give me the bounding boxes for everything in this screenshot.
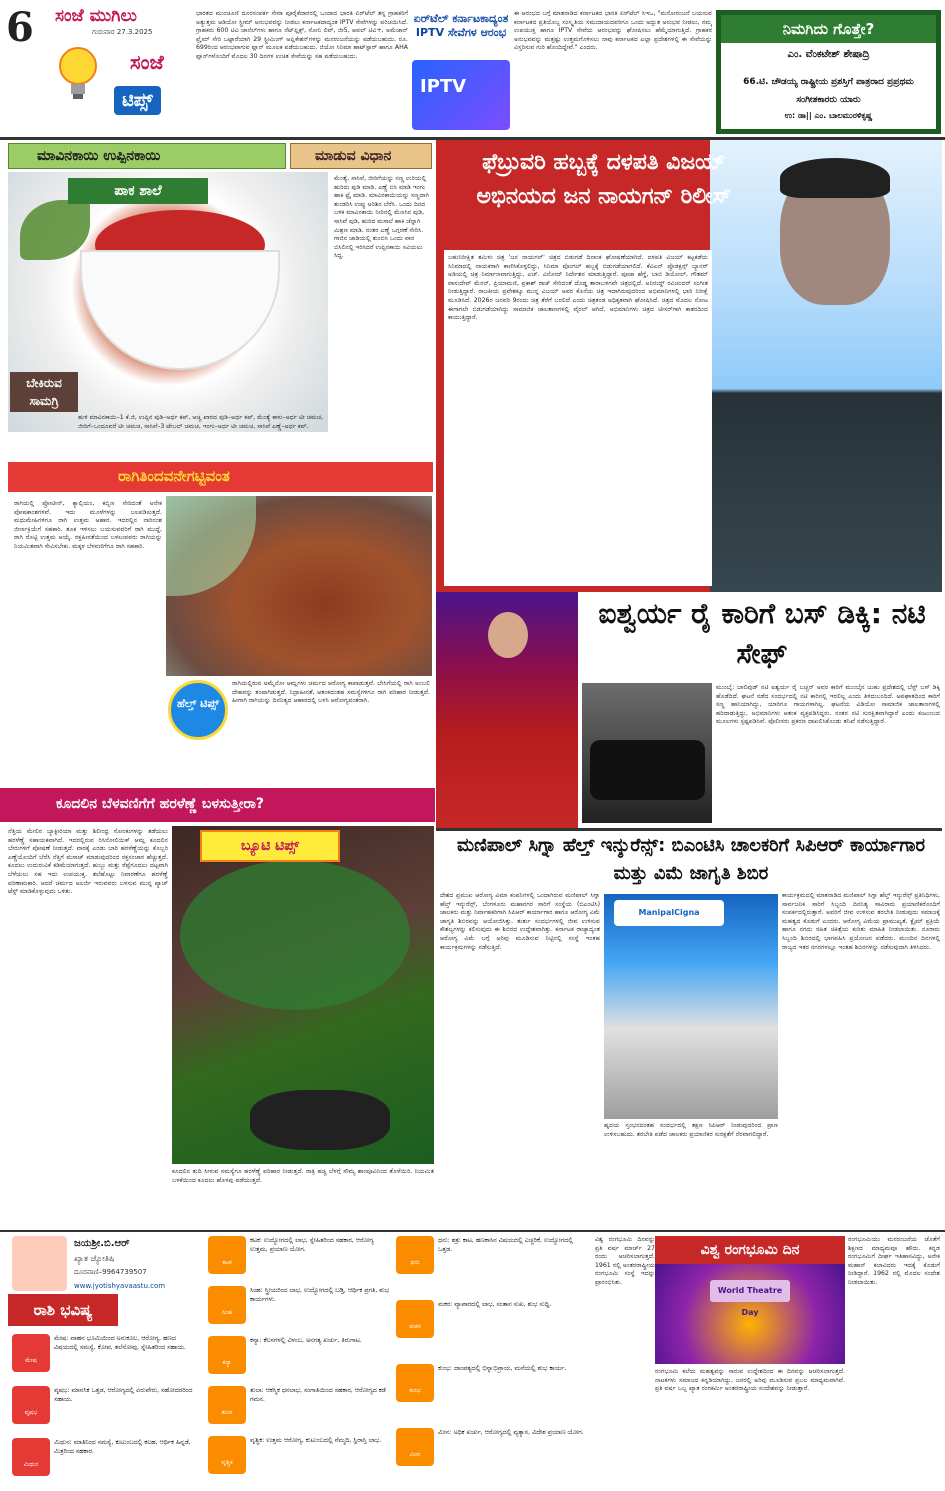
recipe-title-text: ಮಾವಿನಕಾಯಿ ಉಪ್ಪಿನಕಾಯಿ [37, 148, 161, 164]
kitchen-label: ಪಾಕ ಶಾಲೆ [68, 178, 208, 204]
aries-icon: ಮೇಷ [12, 1334, 50, 1372]
pisces-icon: ಮೀನ [396, 1428, 434, 1466]
astrologer-name: ಜಯಶ್ರೀ.ಬಿ.ಆರ್ [74, 1238, 130, 1249]
castor-leaf-shape [180, 860, 410, 1010]
astrologer-avatar [12, 1236, 67, 1291]
libra-icon: ತುಲಾ [208, 1386, 246, 1424]
page-number: 6 [6, 4, 34, 51]
iptv-image-text: IPTV [420, 76, 467, 97]
cancer-icon: ಕಟಕ [208, 1236, 246, 1274]
astrologer-title: ಖ್ಯಾತ ಜ್ಯೋತಿಷಿ [74, 1254, 115, 1263]
taurus-icon: ವೃಷಭ [12, 1386, 50, 1424]
horoscope-title: ರಾಶಿ ಭವಿಷ್ಯ [8, 1294, 118, 1326]
theatre-title: ವಿಶ್ವ ರಂಗಭೂಮಿ ದಿನ [655, 1236, 845, 1264]
astrologer-website: www.jyotishyavaastu.com [74, 1282, 166, 1290]
horoscope-aquarius: ಕುಂಭ: ದಾಂಪತ್ಯದಲ್ಲಿ ಭಿನ್ನಾಭಿಪ್ರಾಯ, ಮನೆಯಲ್ಲಿ ಶುಭ ಕಾರ್ಯ. [438, 1365, 567, 1372]
theatre-article-text: ವಿಶ್ವ ರಂಗಭೂಮಿ ದಿನವನ್ನು ಪ್ರತಿ ವರ್ಷ ಮಾರ್ಚ್ 27 ರಂದು ಆಚರಿಸಲಾಗುತ್ತದೆ. 1961 ರಲ್ಲಿ ಅಂತರರಾಷ್ಟ್ರೀಯ ರಂಗಭೂಮಿ ಸಂಸ್ಥೆ ಇದನ್ನು ಪ್ರಾರಂಭಿಸಿತು. [595, 1236, 655, 1286]
did-you-know-answer: ಉ: ಡಾ|| ಎಂ. ಬಾಲಮುರಳಿಕೃಷ್ಣ [784, 111, 873, 120]
horoscope-cancer: ಕಟಕ: ಉದ್ಯೋಗದಲ್ಲಿ ಲಾಭ, ಸ್ನೇಹಿತರಿಂದ ಸಹಕಾರ, ಆರೋಗ್ಯ ಉತ್ತಮ, ಪ್ರಯಾಣ ಯೋಗ. [250, 1237, 374, 1253]
vijay-headline: ಫೆಬ್ರುವರಿ ಹಬ್ಬಕ್ಕೆ ದಳಪತಿ ವಿಜಯ್ ಅಭಿನಯದ ಜನ ನಾಯಗನ್ ರಿಲೀಸ್ [476, 150, 732, 209]
divider [0, 1230, 945, 1232]
section-logo-line2: ಟಿಪ್ಸ್ [114, 86, 161, 115]
horoscope-sagittarius: ಧನು: ಶತ್ರು ಕಾಟ, ಹಣಕಾಸಿನ ವಿಷಯದಲ್ಲಿ ಎಚ್ಚರಿಕೆ, ಉದ್ಯೋಗದಲ್ಲಿ ಒತ್ತಡ. [438, 1237, 574, 1253]
manipal-banner: ManipalCigna [614, 900, 724, 926]
iptv-headline: ಏರ್‌ಟೆಲ್ ಕರ್ನಾಟಕಾದ್ಯಂತ IPTV ಸೇವೆಗಳ ಆರಂಭ [413, 12, 509, 39]
gemini-icon: ಮಿಥುನ [12, 1438, 50, 1476]
scorpio-icon: ವೃಶ್ಚಿಕ [208, 1436, 246, 1474]
vijay-article-text: ಬಹುನಿರೀಕ್ಷಿತ ತಮಿಳು ಚಿತ್ರ 'ಜನ ನಾಯಗನ್' ಚಿತ್ರದ ಬಿಡುಗಡೆ ದಿನಾಂಕ ಘೋಷಣೆಯಾಗಿದೆ. ದಳಪತಿ ವಿಜಯ್ ಕಟ್ಟಕಡೆಯ ಸಿನಿಮಾದಲ್ಲಿ ನಾಯಕರಾಗಿ ಕಾಣಿಸಿಕೊಳ್ಳಲಿದ್ದು, ಸಿನಿಮಾ ಪೊಂಗಲ್ ಹಬ್ಬಕ್ಕೆ ಬಿಡುಗಡೆಯಾಗಲಿದೆ. ಕೆವಿಎನ್ ಪ್ರೊಡಕ್ಷನ್ಸ್ ಬ್ಯಾನರ್ ಅಡಿಯಲ್ಲಿ ಚಿತ್ರ ನಿರ್ಮಾಣವಾಗುತ್ತಿದ್ದು, ಎಚ್. ವಿನೋದ್ ನಿರ್ದೇಶನ ಮಾಡುತ್ತಿದ್ದಾರೆ. ಪೂಜಾ ಹೆಗ್ಡೆ, ಬಾಬಿ ಡಿಯೋಲ್, ಗೌತಮ್ ವಾಸುದೇವ್ ಮೆನನ್, ಪ್ರಿಯಾಮಣಿ, ಪ್ರಕಾಶ್ ರಾಜ್ ಸೇರಿದಂತೆ ದೊಡ್ಡ ತಾರಾಬಳಗವೇ ಚಿತ್ರದಲ್ಲಿದೆ. ಅನಿರುದ್ಧ್ ರವಿಚಂದರ್ ಸಂಗೀತ ನೀಡುತ್ತಿದ್ದಾರೆ. ರಾಜಕೀಯ ಪ್ರವೇಶಕ್ಕೂ ಮುನ್ನ ವಿಜಯ್ ಅವರ ಕೊನೆಯ ಚಿತ್ರ ಇದಾಗಿರುವುದರಿಂದ ಅಭಿಮಾನಿಗಳಲ್ಲಿ ಭಾರಿ ನಿರೀಕ್ಷೆ ಮೂಡಿಸಿದೆ. 2026ರ ಜನವರಿ 9ರಂದು ಚಿತ್ರ ತೆರೆಗೆ ಬರಲಿದೆ ಎಂದು ಚಿತ್ರತಂಡ ಅಧಿಕೃತವಾಗಿ ಘೋಷಿಸಿದೆ. ಚಿತ್ರದ ಮೊದಲ ನೋಟ ಈಗಾಗಲೇ ಬಿಡುಗಡೆಯಾಗಿದ್ದು ಸಾಮಾಜಿಕ ಜಾಲತಾಣಗಳಲ್ಲಿ ವೈರಲ್ ಆಗಿದೆ. ಅಭಿಮಾನಿಗಳು ಚಿತ್ರದ ಟೀಸರ್‌ಗಾಗಿ ಕಾತರದಿಂದ ಕಾಯುತ್ತಿದ್ದಾರೆ. [444, 250, 712, 586]
castor-article-text: ನೆತ್ತಿಯ ಮೇಲಿನ ಬ್ಯಾಕ್ಟೀರಿಯಾ ಮತ್ತು ಶಿಲೀಂಧ್ರ ಸೋಂಕುಗಳನ್ನು ತಡೆಯಲು ಹರಳೆಣ್ಣೆ ಸಹಾಯಕವಾಗಿದೆ. ಇದರಲ್ಲಿರುವ ರಿಸಿನೋಲಿಯಿಕ್ ಆಮ್ಲ ಕೂದಲಿನ ಬೇರುಗಳಿಗೆ ಪೋಷಣೆ ನೀಡುತ್ತದೆ. ವಾರಕ್ಕೆ ಎರಡು ಬಾರಿ ಹರಳೆಣ್ಣೆಯನ್ನು ಕೊಬ್ಬರಿ ಎಣ್ಣೆಯೊಂದಿಗೆ ಬೆರೆಸಿ ನೆತ್ತಿಗೆ ಮಸಾಜ್ ಮಾಡುವುದರಿಂದ ರಕ್ತಸಂಚಾರ ಹೆಚ್ಚುತ್ತದೆ. ಕೂದಲು ಉದುರುವಿಕೆ ಕಡಿಮೆಯಾಗುತ್ತದೆ. ಹುಬ್ಬು ಮತ್ತು ರೆಪ್ಪೆಗೂದಲು ದಟ್ಟವಾಗಿ ಬೆಳೆಯಲು ಸಹ ಇದು ಉಪಯುಕ್ತ. ತಲೆಹೊಟ್ಟು ನಿವಾರಣೆಗೂ ಹರಳೆಣ್ಣೆ ಪರಿಣಾಮಕಾರಿ. ಆದರೆ ಚರ್ಮದ ಅಲರ್ಜಿ ಇರುವವರು ಬಳಸುವ ಮುನ್ನ ಪ್ಯಾಚ್ ಟೆಸ್ಟ್ ಮಾಡಿಕೊಳ್ಳುವುದು ಒಳಿತು. [8, 828, 168, 896]
did-you-know-title: ನಿಮಗಿದು ಗೊತ್ತೇ? [721, 15, 936, 43]
method-title [290, 143, 432, 169]
paper-name: ಸಂಜೆ ಮುಗಿಲು [55, 6, 137, 26]
ingredients-label: ಬೇಕಿರುವ ಸಾಮಗ್ರಿ [10, 372, 78, 412]
did-you-know-question: 66.ಟಿ. ಚೌಡಯ್ಯ ರಾಷ್ಟ್ರೀಯ ಪ್ರಶಸ್ತಿಗೆ ಪಾತ್ರರಾದ ಪ್ರಪ್ರಥಮ ಸಂಗೀತಕಾರರು ಯಾರು [743, 77, 914, 105]
horoscope-aries: ಮೇಷ: ವಾಹನ ಭೂಮಿಯಿಂದ ಅನುಕೂಲ, ಆರೋಗ್ಯ, ಹಣದ ವಿಷಯದಲ್ಲಿ ಸಮಸ್ಯೆ, ಕೋಪ, ತಲೆನೋವು, ಸ್ನೇಹಿತರಿಂದ ಸಹಾಯ. [54, 1335, 186, 1351]
manipal-article-text-2: ಹೃದಯ ಸ್ತಂಭನದಂತಹ ಸಂದರ್ಭದಲ್ಲಿ ತಕ್ಷಣ ಸಿಪಿಆರ್ ನೀಡುವುದರಿಂದ ಪ್ರಾಣ ಉಳಿಸಬಹುದು. ತರಬೇತಿ ಪಡೆದ ಚಾಲಕರು ಪ್ರಯಾಣಿಕರ ಸುರಕ್ಷತೆಗೆ ನೆರವಾಗಲಿದ್ದಾರೆ. [604, 1122, 778, 1138]
recipe-title [8, 143, 286, 169]
manipal-article-text: ದೇಶದ ಪ್ರಮುಖ ಆರೋಗ್ಯ ವಿಮಾ ಕಂಪನಿಗಳಲ್ಲಿ ಒಂದಾಗಿರುವ ಮಣಿಪಾಲ್ ಸಿಗ್ನಾ ಹೆಲ್ತ್ ಇನ್ಶುರೆನ್ಸ್, ಬೆಂಗಳೂರು ಮಹಾನಗರ ಸಾರಿಗೆ ಸಂಸ್ಥೆಯ (ಬಿಎಂಟಿಸಿ) ಚಾಲಕರು ಮತ್ತು ನಿರ್ವಾಹಕರಿಗಾಗಿ ಸಿಪಿಆರ್ ಕಾರ್ಯಾಗಾರ ಹಾಗೂ ಆರೋಗ್ಯ ವಿಮೆ ಜಾಗೃತಿ ಶಿಬಿರವನ್ನು ಆಯೋಜಿಸಿತ್ತು. ತುರ್ತು ಸಂದರ್ಭಗಳಲ್ಲಿ ಜೀವ ಉಳಿಸುವ ಕೌಶಲ್ಯಗಳನ್ನು ಕಲಿಸುವುದು ಈ ಶಿಬಿರದ ಉದ್ದೇಶವಾಗಿತ್ತು. ಕರ್ನಾಟಕ ರಾಜ್ಯಾದ್ಯಂತ ಆರೋಗ್ಯ ವಿಮೆ ಬಗ್ಗೆ ಅರಿವು ಮೂಡಿಸುವ ನಿಟ್ಟಿನಲ್ಲಿ ಸಂಸ್ಥೆ ಇಂತಹ ಕಾರ್ಯಕ್ರಮಗಳನ್ನು ನಡೆಸುತ್ತಿದೆ. [440, 892, 600, 951]
lightbulb-icon [52, 42, 104, 104]
castor-article-text-2: ಕೂದಲಿನ ತುದಿ ಸೀಳುವ ಸಮಸ್ಯೆಗೂ ಹರಳೆಣ್ಣೆ ಪರಿಹಾರ ನೀಡುತ್ತದೆ. ರಾತ್ರಿ ಹಚ್ಚಿ ಬೆಳಗ್ಗೆ ಸೌಮ್ಯ ಶಾಂಪೂವಿನಿಂದ ತೊಳೆಯಿರಿ. ನಿಯಮಿತ ಬಳಕೆಯಿಂದ ಕೂದಲು ಹೊಳಪು ಪಡೆಯುತ್ತದೆ. [172, 1168, 434, 1184]
castor-title: ಕೂದಲಿನ ಬೆಳವಣಿಗೆಗೆ ಹರಳೆಣ್ಣೆ ಬಳಸುತ್ತೀರಾ? [56, 796, 265, 812]
theatre-article-text-3: ರಂಗಭೂಮಿಯು ಮನರಂಜನೆಯ ಜೊತೆಗೆ ಶಿಕ್ಷಣದ ಮಾಧ್ಯಮವೂ ಹೌದು. ಕನ್ನಡ ರಂಗಭೂಮಿಗೆ ದೀರ್ಘ ಇತಿಹಾಸವಿದ್ದು, ಅನೇಕ ಮಹಾನ್ ಕಲಾವಿದರು ಇದಕ್ಕೆ ಕೊಡುಗೆ ನೀಡಿದ್ದಾರೆ. 1962 ರಲ್ಲಿ ಮೊದಲ ಸಂದೇಶ ನೀಡಲಾಯಿತು. [848, 1236, 940, 1286]
car-shape [590, 740, 705, 800]
iptv-image [412, 60, 510, 130]
manipal-headline: ಮಣಿಪಾಲ್ ಸಿಗ್ನಾ ಹೆಲ್ತ್ ಇನ್ಶುರೆನ್ಸ್: ಬಿಎಂಟಿಸಿ ಚಾಲಕರಿಗೆ ಸಿಪಿಆರ್ ಕಾರ್ಯಾಗಾರ ಮತ್ತು ವಿಮೆ ಜಾಗೃತಿ ಶಿಬಿರ [456, 835, 926, 884]
theatre-article-text-2: ರಂಗಭೂಮಿ ಕಲೆಯ ಮಹತ್ವವನ್ನು ಸಾರುವ ಉದ್ದೇಶದಿಂದ ಈ ದಿನವನ್ನು ಆಚರಿಸಲಾಗುತ್ತದೆ. ನಾಟಕಗಳು ಸಮಾಜದ ಕನ್ನಡಿಯಾಗಿದ್ದು, ಜನರಲ್ಲಿ ಅರಿವು ಮೂಡಿಸುವ ಪ್ರಬಲ ಮಾಧ್ಯಮವಾಗಿವೆ. ಪ್ರತಿ ವರ್ಷ ಒಬ್ಬ ಖ್ಯಾತ ರಂಗಕರ್ಮಿ ಅಂತರರಾಷ್ಟ್ರೀಯ ಸಂದೇಶವನ್ನು ನೀಡುತ್ತಾರೆ. [655, 1368, 845, 1393]
virgo-icon: ಕನ್ಯಾ [208, 1336, 246, 1374]
theatre-logo: World Theatre Day [710, 1280, 790, 1302]
recipe-ingredients-text: ಹುಳಿ ಮಾವಿನಕಾಯಿ–1 ಕೆ.ಜಿ, ಉಪ್ಪಿನ ಪುಡಿ–ಅರ್ಧ ಕಪ್, ಅಚ್ಚ ಖಾರದ ಪುಡಿ–ಅರ್ಧ ಕಪ್, ಮೆಂತ್ಯೆ ಕಾಳು–ಅರ್ಧ ಟೀ ಚಮಚ, ಜೀರಿಗೆ–ಒಂದೂವರೆ ಟೀ ಚಮಚ, ಸಾಸಿವೆ–3 ಟೇಬಲ್ ಚಮಚ, ಇಂಗು–ಅರ್ಧ ಟೀ ಚಮಚ, ಸಾಸಿವೆ ಎಣ್ಣೆ–ಅರ್ಧ ಕಪ್. [78, 414, 324, 430]
horoscope-scorpio: ವೃಶ್ಚಿಕ: ಉತ್ತಮ ಆರೋಗ್ಯ, ಕುಟುಂಬದಲ್ಲಿ ನೆಮ್ಮದಿ, ಸ್ಥಿರಾಸ್ತಿ ಲಾಭ. [250, 1437, 382, 1444]
iptv-article-text-2: ಈ ಆರಂಭದ ಬಗ್ಗೆ ಮಾತನಾಡಿದ ಕರ್ನಾಟಕದ ಭಾರತಿ ಏರ್‌ಟೆಲ್ ಸಿಇಒ, "ಮನೋರಂಜನೆ ಬಯಸುವ ಕರ್ನಾಟಕದ ಪ್ರತಿಯೊಬ್ಬ ಸಂಸ್ಕೃತಿಯ ಸಮುದಾಯದವರಿಗೂ ಒಂದು ಅದ್ಭುತ ಅನುಭವ ನೀಡಲು, ನಮ್ಮ ಉಪಯುಕ್ತ ಹಾಗೂ IPTV ಸೇವೆಯ ಆರಂಭವನ್ನು ಘೋಷಿಸಲು ಹೆಮ್ಮೆಯಾಗುತ್ತಿದೆ. ಗ್ರಾಹಕರ ಅನುಭವವನ್ನು ಮತ್ತಷ್ಟು ಉತ್ತಮಗೊಳಿಸಲು ನಾವು ಕರ್ನಾಟಕದ ಎಲ್ಲಾ ಪ್ರದೇಶಗಳಲ್ಲಿ ಈ ಸೇವೆಯನ್ನು ವಿಸ್ತರಿಸುವ ಗುರಿ ಹೊಂದಿದ್ದೇವೆ." ಎಂದರು. [514, 10, 712, 52]
ragi-article-text-2: ರಾಗಿಯಲ್ಲಿರುವ ಅಮೈನೋ ಆಮ್ಲಗಳು ಚರ್ಮದ ಆರೋಗ್ಯ ಕಾಪಾಡುತ್ತವೆ. ಬೇಸಿಗೆಯಲ್ಲಿ ರಾಗಿ ಅಂಬಲಿ ದೇಹವನ್ನು ತಂಪಾಗಿಡುತ್ತದೆ. ನಿದ್ರಾಹೀನತೆ, ಆತಂಕದಂತಹ ಸಮಸ್ಯೆಗಳಿಗೂ ರಾಗಿ ಪರಿಹಾರ ನೀಡುತ್ತದೆ. ಹೀಗಾಗಿ ರಾಗಿಯನ್ನು ದಿನನಿತ್ಯದ ಆಹಾರದಲ್ಲಿ ಬಳಸಿ ಆರೋಗ್ಯವಂತರಾಗಿ. [232, 680, 430, 705]
castor-title-band [0, 788, 435, 822]
aishwarya-article-text: ಮುಂಬೈ: ಬಾಲಿವುಡ್ ನಟಿ ಐಶ್ವರ್ಯ ರೈ ಬಚ್ಚನ್ ಅವರ ಕಾರಿಗೆ ಮುಂಬೈನ ಜುಹು ಪ್ರದೇಶದಲ್ಲಿ ಬೆಸ್ಟ್ ಬಸ್ ಡಿಕ್ಕಿ ಹೊಡೆದಿದೆ. ಘಟನೆ ನಡೆದ ಸಂದರ್ಭದಲ್ಲಿ ನಟಿ ಕಾರಿನಲ್ಲಿ ಇರಲಿಲ್ಲ ಎಂದು ತಿಳಿದುಬಂದಿದೆ. ಅಪಘಾತದಿಂದ ಕಾರಿಗೆ ಸಣ್ಣ ಹಾನಿಯಾಗಿದ್ದು, ಯಾರಿಗೂ ಗಾಯಗಳಾಗಿಲ್ಲ. ಘಟನೆಯ ವಿಡಿಯೋ ಸಾಮಾಜಿಕ ಜಾಲತಾಣಗಳಲ್ಲಿ ಹರಿದಾಡುತ್ತಿದ್ದು, ಅಭಿಮಾನಿಗಳು ಆತಂಕ ವ್ಯಕ್ತಪಡಿಸಿದ್ದರು. ನಂತರ ನಟಿ ಸುರಕ್ಷಿತವಾಗಿದ್ದಾರೆ ಎಂದು ಕುಟುಂಬದ ಮೂಲಗಳು ಸ್ಪಷ್ಟಪಡಿಸಿವೆ. ಪೊಲೀಸರು ಪ್ರಕರಣ ದಾಖಲಿಸಿಕೊಂಡು ತನಿಖೆ ನಡೆಸುತ್ತಿದ್ದಾರೆ. [716, 684, 940, 726]
horoscope-libra: ತುಲಾ: ಆಕಸ್ಮಿಕ ಧನಲಾಭ, ಸಂಗಾತಿಯಿಂದ ಸಹಕಾರ, ಆರೋಗ್ಯದ ಕಡೆ ಗಮನ. [250, 1387, 386, 1403]
section-logo [112, 50, 188, 128]
vijay-hair-shape [780, 158, 890, 198]
horoscope-capricorn: ಮಕರ: ವ್ಯಾಪಾರದಲ್ಲಿ ಲಾಭ, ಸಂತಾನ ಸುಖ, ಶುಭ ಸುದ್ದಿ. [438, 1301, 552, 1308]
horoscope-leo: ಸಿಂಹ: ಸ್ತ್ರೀಯರಿಂದ ಲಾಭ, ಉದ್ಯೋಗದಲ್ಲಿ ಬಡ್ತಿ, ಆರ್ಥಿಕ ಪ್ರಗತಿ, ಶುಭ ಕಾರ್ಯಗಳು. [250, 1287, 390, 1303]
recipe-method-text: ಮೆಂತ್ಯೆ, ಸಾಸಿವೆ, ಜೀರಿಗೆಯನ್ನು ಸಣ್ಣ ಉರಿಯಲ್ಲಿ ಹುರಿದು ಪುಡಿ ಮಾಡಿ. ಎಣ್ಣೆ ಬಿಸಿ ಮಾಡಿ ಇಂಗು ಹಾಕಿ ಫ್ರೈ ಮಾಡಿ. ಮಾವಿನಕಾಯಿಯನ್ನು ಸಣ್ಣದಾಗಿ ತುಂಡರಿಸಿ ಉಪ್ಪು ಅರಿಶಿನ ಬೆರೆಸಿ. ಒಂದು ದಿನದ ಬಳಿಕ ಮಾವಿನಕಾಯಿ ನೀರಿನಲ್ಲಿ ಮೆಣಸಿನ ಪುಡಿ, ಸಾಸಿವೆ ಪುಡಿ, ಹುರಿದ ಮಸಾಲೆ ಹಾಕಿ ಚೆನ್ನಾಗಿ ಮಿಶ್ರಣ ಮಾಡಿ. ನಂತರ ಎಣ್ಣೆ ಒಗ್ಗರಣೆ ಸೇರಿಸಿ. ಗಾಜಿನ ಜಾಡಿಯಲ್ಲಿ ತುಂಬಿಸಿ ಒಂದು ವಾರ ಬಿಸಿಲಿನಲ್ಲಿ ಇರಿಸಿದರೆ ಉಪ್ಪಿನಕಾಯಿ ಸವಿಯಲು ಸಿದ್ಧ. [334, 175, 430, 260]
divider [436, 828, 942, 831]
did-you-know-box [716, 10, 941, 134]
horoscope-virgo: ಕನ್ಯಾ: ಕೆಲಸಗಳಲ್ಲಿ ವಿಳಂಬ, ಅನಗತ್ಯ ಖರ್ಚು, ತಿರುಗಾಟ. [250, 1337, 362, 1344]
ragi-article-text: ರಾಗಿಯಲ್ಲಿ ಪ್ರೋಟೀನ್, ಕ್ಯಾಲ್ಸಿಯಂ, ಕಬ್ಬಿಣ ಸೇರಿದಂತೆ ಅನೇಕ ಪೋಷಕಾಂಶಗಳಿವೆ. ಇದು ಮೂಳೆಗಳನ್ನು ಬಲಪಡಿಸುತ್ತದೆ. ಮಧುಮೇಹಿಗಳಿಗೂ ರಾಗಿ ಉತ್ತಮ ಆಹಾರ. ಇದರಲ್ಲಿನ ನಾರಿನಂಶ ಜೀರ್ಣಕ್ರಿಯೆಗೆ ಸಹಕಾರಿ. ತೂಕ ಇಳಿಸಲು ಬಯಸುವವರಿಗೆ ರಾಗಿ ಮುದ್ದೆ, ರಾಗಿ ರೊಟ್ಟಿ ಉತ್ತಮ ಆಯ್ಕೆ. ರಕ್ತಹೀನತೆಯಿಂದ ಬಳಲುವವರು ರಾಗಿಯನ್ನು ನಿಯಮಿತವಾಗಿ ಸೇವಿಸಬೇಕು. ಮಕ್ಕಳ ಬೆಳವಣಿಗೆಗೂ ರಾಗಿ ಸಹಕಾರಿ. [14, 500, 162, 550]
issue-date: ಗುರುವಾರ 27.3.2025 [92, 28, 153, 36]
health-tips-badge: ಹೆಲ್ತ್ ಟಿಪ್ಸ್ [168, 680, 228, 740]
method-title-text: ಮಾಡುವ ವಿಧಾನ [315, 148, 392, 164]
ragi-title-band [8, 462, 433, 492]
astrologer-phone: ದೂರವಾಣಿ–9964739507 [74, 1268, 147, 1276]
iptv-article-text: ಭಾರತದ ಮುಂಚೂಣಿ ದೂರಸಂಪರ್ಕ ಸೇವಾ ಪೂರೈಕೆದಾರರಲ್ಲಿ ಒಂದಾದ ಭಾರತಿ ಏರ್‌ಟೆಲ್ ತನ್ನ ಗ್ರಾಹಕರಿಗೆ ಅತ್ಯುತ್ತಮ ಆಡಿಯೋ ಸ್ಟ್ರೀಮ್ ಅನುಭವವನ್ನು ನೀಡಲು ಕರ್ನಾಟಕದಾದ್ಯಂತ IPTV ಸೇವೆಗಳನ್ನು ಪರಿಚಯಿಸಿದೆ. ಗ್ರಾಹಕರು 600 ಟಿವಿ ಚಾನೆಲ್‌ಗಳು ಹಾಗೂ ನೆಟ್‌ಫ್ಲಿಕ್ಸ್, ಸೋನಿ ಲಿವ್, ಜೀ5, ಆಪಲ್ ಟಿವಿ+, ಅಮೆಜಾನ್ ಪ್ರೈಮ್ ಸೇರಿ ಒಟ್ಟಾರೆಯಾಗಿ 29 ಸ್ಟ್ರೀಮಿಂಗ್ ಅಪ್ಲಿಕೇಶನ್‌ಗಳನ್ನು ಮನರಂಜನೆಯನ್ನು ಪಡೆಯಬಹುದು. ರೂ. 699ರಿಂದ ಆರಂಭವಾಗುವ ಪ್ಲಾನ್ ಮೂಲಕ ಪಡೆಯಬಹುದು. ಜಿಯೋ ಸಿನಿಮಾ ಹಾಟ್‌ಸ್ಟಾರ್ ಹಾಗೂ AHA ಪ್ಲಾನ್‌ಗಳೊಂದಿಗೆ ಮೊದಲ 30 ದಿನಗಳ ಉಚಿತ ಸೇವೆಯನ್ನು ಸಹ ಪಡೆಯಬಹುದು. [196, 10, 408, 60]
horoscope-taurus: ವೃಷಭ: ಮಾನಸಿಕ ಒತ್ತಡ, ಆರೋಗ್ಯದಲ್ಲಿ ಏರುಪೇರು, ಸಹೋದರರಿಂದ ಸಹಾಯ. [54, 1387, 193, 1403]
masthead [0, 0, 190, 135]
aishwarya-headline: ಐಶ್ವರ್ಯ ರೈ ಕಾರಿಗೆ ಬಸ್ ಡಿಕ್ಕಿ: ನಟಿ ಸೇಫ್ [598, 597, 926, 670]
castor-seed-shape [250, 1090, 390, 1150]
beauty-tips-label: ಬ್ಯೂಟಿ ಟಿಪ್ಸ್ [200, 830, 340, 862]
aishwarya-head-shape [488, 612, 528, 658]
sagittarius-icon: ಧನು [396, 1236, 434, 1274]
capricorn-icon: ಮಕರ [396, 1300, 434, 1338]
section-logo-line1: ಸಂಜೆ [130, 50, 164, 74]
horoscope-gemini: ಮಿಥುನ: ಮಾತಿನಿಂದ ಸಮಸ್ಯೆ, ಕುಟುಂಬದಲ್ಲಿ ಕಲಹ, ಆರ್ಥಿಕ ಹಿನ್ನಡೆ, ಮಿತ್ರರಿಂದ ಸಹಕಾರ. [54, 1439, 191, 1455]
cpr-workshop-photo [604, 894, 778, 1119]
did-you-know-author: ಎಂ. ವೆಂಕಟೇಶ್ ಶೇಷಾದ್ರಿ [787, 49, 870, 60]
aquarius-icon: ಕುಂಭ [396, 1364, 434, 1402]
manipal-article-text-3: ಕಾರ್ಯಕ್ರಮದಲ್ಲಿ ಮಾತನಾಡಿದ ಮಣಿಪಾಲ್ ಸಿಗ್ನಾ ಹೆಲ್ತ್ ಇನ್ಶುರೆನ್ಸ್ ಪ್ರತಿನಿಧಿಗಳು, ಸಾರ್ವಜನಿಕ ಸಾರಿಗೆ ಸಿಬ್ಬಂದಿ ದಿನನಿತ್ಯ ಸಾವಿರಾರು ಪ್ರಯಾಣಿಕರೊಂದಿಗೆ ಸಂಪರ್ಕದಲ್ಲಿರುತ್ತಾರೆ. ಅವರಿಗೆ ಜೀವ ಉಳಿಸುವ ತರಬೇತಿ ನೀಡುವುದು ಸಮಾಜಕ್ಕೆ ಮಹತ್ವದ ಕೊಡುಗೆ ಎಂದರು. ಆರೋಗ್ಯ ವಿಮೆಯ ಪ್ರಾಮುಖ್ಯತೆ, ಕ್ಲೈಮ್ ಪ್ರಕ್ರಿಯೆ ಹಾಗೂ ನಗದು ರಹಿತ ಚಿಕಿತ್ಸೆಯ ಕುರಿತು ಮಾಹಿತಿ ನೀಡಲಾಯಿತು. ನೂರಾರು ಸಿಬ್ಬಂದಿ ಶಿಬಿರದಲ್ಲಿ ಭಾಗವಹಿಸಿ ಪ್ರಯೋಜನ ಪಡೆದರು. ಮುಂದಿನ ದಿನಗಳಲ್ಲಿ ರಾಜ್ಯದ ಇತರ ನಗರಗಳಲ್ಲೂ ಇಂತಹ ಶಿಬಿರಗಳನ್ನು ನಡೆಸುವುದಾಗಿ ತಿಳಿಸಿದರು. [782, 892, 940, 951]
horoscope-pisces: ಮೀನ: ಅಧಿಕ ಖರ್ಚು, ಆರೋಗ್ಯದಲ್ಲಿ ವ್ಯತ್ಯಾಸ, ವಿದೇಶ ಪ್ರಯಾಣ ಯೋಗ. [438, 1429, 584, 1436]
ragi-title: ರಾಗಿತಿಂದವನೇಗಟ್ಟಿವಂತ [118, 467, 230, 485]
leo-icon: ಸಿಂಹ [208, 1286, 246, 1324]
